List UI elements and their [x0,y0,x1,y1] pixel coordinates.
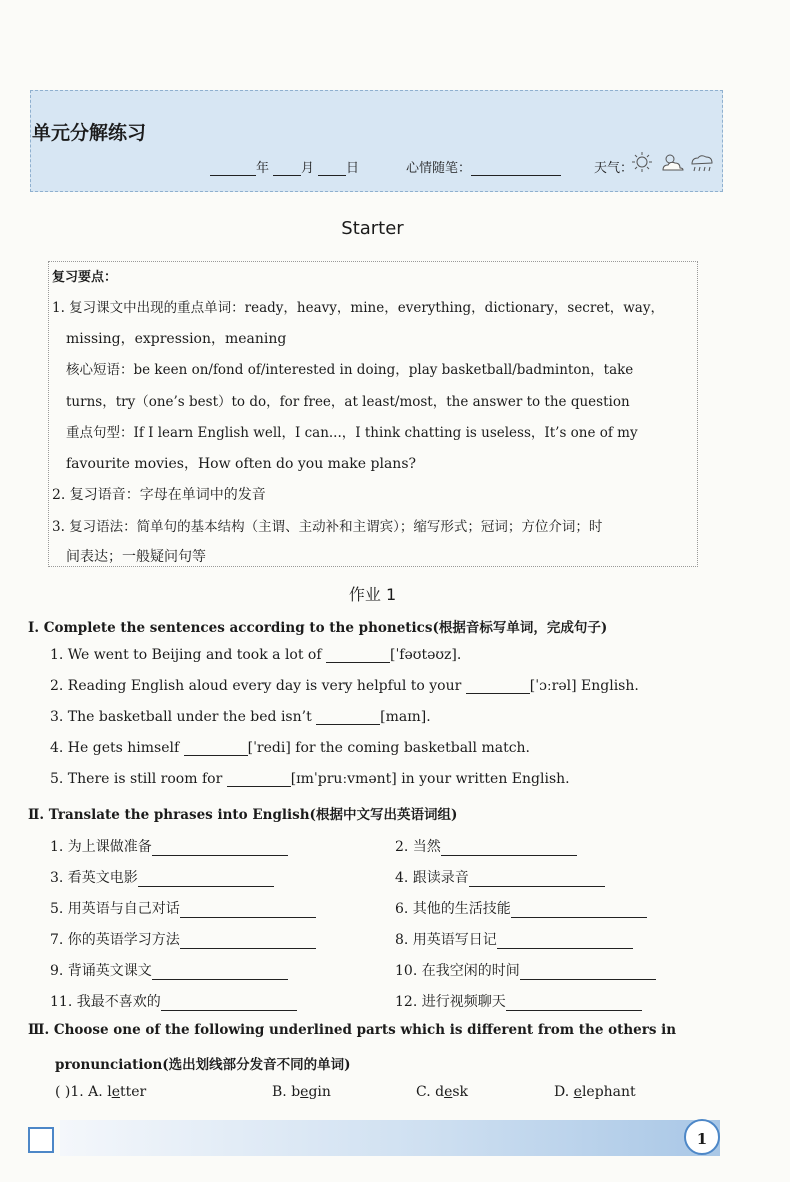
answer-blank[interactable] [138,872,274,887]
part2-item: 3. 看英文电影 [50,867,274,887]
part2-item: 12. 进行视频聊天 [395,991,642,1011]
part2-item: 10. 在我空闲的时间 [395,960,656,980]
part2-item: 1. 为上课做准备 [50,836,288,856]
part2-item: 4. 跟读录音 [395,867,605,887]
answer-blank[interactable] [227,772,291,787]
part1-item-4: 4. He gets himself [ˈredi] for the coming basketball match. [50,740,531,756]
review-line: 3. 复习语法：简单句的基本结构（主谓、主动补和主谓宾）；缩写形式；冠词；方位介词；时 [52,519,603,535]
answer-blank[interactable] [497,934,633,949]
page-heading: 单元分解练习 [32,122,147,144]
part2-title: Ⅱ. Translate the phrases into English(根据中文写出英语词组) [28,807,458,823]
answer-blank[interactable] [180,934,316,949]
part2-item: 8. 用英语写日记 [395,929,633,949]
review-line: turns，try（one’s best）to do，for free，at least/most，the answer to the question [66,394,630,410]
answer-blank[interactable] [466,679,530,694]
rainy-icon [692,156,712,171]
weather-icons [630,150,720,180]
review-line: 核心短语：be keen on/fond of/interested in doing，play basketball/badminton，take [66,362,634,378]
answer-blank[interactable] [520,965,656,980]
part2-item: 7. 你的英语学习方法 [50,929,316,949]
review-line: 间表达；一般疑问句等 [66,549,206,565]
review-line: missing，expression，meaning [66,331,287,347]
answer-blank[interactable] [180,903,316,918]
day-blank[interactable] [318,161,346,176]
part3-title-line2: pronunciation(选出划线部分发音不同的单词) [55,1057,351,1073]
year-blank[interactable] [210,161,256,176]
review-line: 重点句型：If I learn English well，I can...，I think chatting is useless，It’s one of my [66,425,638,441]
answer-blank[interactable] [441,841,577,856]
part2-item: 11. 我最不喜欢的 [50,991,297,1011]
page-number: 1 [684,1119,720,1155]
mood-blank[interactable] [471,161,561,176]
weather-label: 天气： [594,161,634,176]
answer-blank[interactable] [152,965,288,980]
mood-line: 心情随笔： [406,157,561,176]
month-blank[interactable] [273,161,301,176]
part2-item: 9. 背诵英文课文 [50,960,288,980]
part1-item-5: 5. There is still room for [ɪmˈpruːvmənt] in your written English. [50,771,570,787]
sunny-icon [632,152,652,172]
answer-blank[interactable] [511,903,647,918]
part1-item-1: 1. We went to Beijing and took a lot of [ˈfəʊtəʊz]. [50,647,462,663]
answer-blank[interactable] [316,710,380,725]
option-c: C. desk [416,1084,469,1100]
answer-blank[interactable] [184,741,248,756]
partly-cloudy-icon [663,155,683,170]
answer-blank[interactable] [506,996,642,1011]
answer-blank[interactable] [152,841,288,856]
part3-q1: ( )1. A. letter [55,1084,147,1100]
homework-title: 作业 1 [348,585,397,604]
date-line: 年 月 日 [210,157,359,176]
review-line: 2. 复习语音：字母在单词中的发音 [52,487,266,503]
part1-title: Ⅰ. Complete the sentences according to the phonetics(根据音标写单词，完成句子) [28,620,608,636]
review-line: 1. 复习课文中出现的重点单词：ready，heavy，mine，everything，dictionary，secret，way， [52,300,664,316]
review-line: favourite movies，How often do you make plans? [66,456,417,472]
part2-item: 5. 用英语与自己对话 [50,898,316,918]
answer-blank[interactable] [161,996,297,1011]
footer-bar [60,1120,720,1156]
part1-item-2: 2. Reading English aloud every day is very helpful to your [ˈɔːrəl] English. [50,678,639,694]
review-heading: 复习要点： [52,270,118,285]
option-b: B. begin [272,1084,331,1100]
answer-blank[interactable] [469,872,605,887]
section-title: Starter [341,218,404,239]
answer-blank[interactable] [326,648,390,663]
part2-item: 2. 当然 [395,836,577,856]
option-d: D. elephant [554,1084,636,1100]
corner-square-icon [28,1127,54,1153]
part2-item: 6. 其他的生活技能 [395,898,647,918]
part1-item-3: 3. The basketball under the bed isn’t [maɪn]. [50,709,431,725]
option-a-underlined: e [111,1084,120,1100]
answer-paren[interactable]: ( ) [55,1084,71,1100]
part3-title: Ⅲ. Choose one of the following underlined parts which is different from the others in [28,1022,677,1038]
